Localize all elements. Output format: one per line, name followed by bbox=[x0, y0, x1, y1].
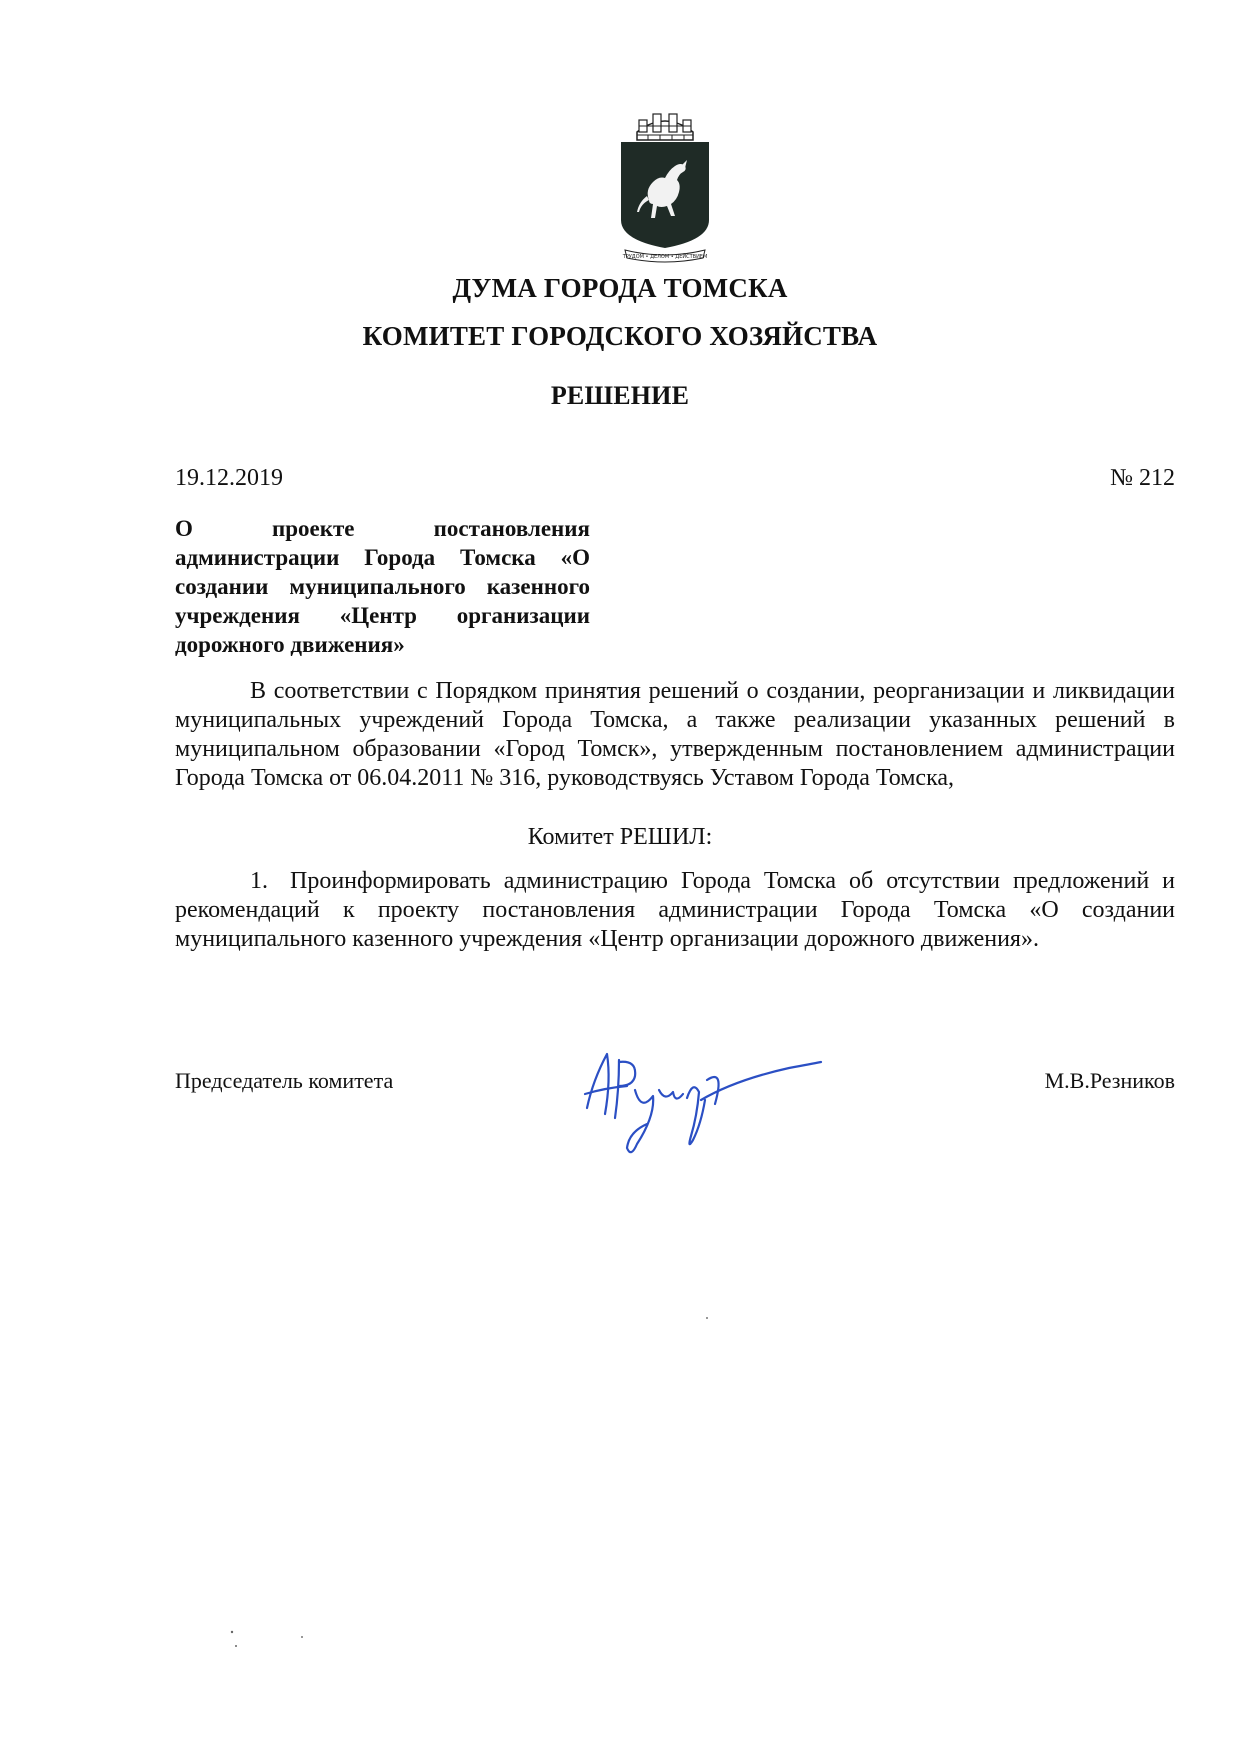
document-subject: О проекте постановления администрации Города Томска «О создании муниципального казенного учреждения «Центр организации дорожного движения» bbox=[175, 516, 590, 657]
svg-text:ТРУДОМ • ДЕЛОМ • ДЕЙСТВИЕМ: ТРУДОМ • ДЕЛОМ • ДЕЙСТВИЕМ bbox=[622, 254, 708, 260]
resolution-item-1 bbox=[175, 867, 1175, 954]
signer-position: Председатель комитета bbox=[175, 1068, 394, 1093]
committee-title: КОМИТЕТ ГОРОДСКОГО ХОЗЯЙСТВА bbox=[362, 321, 878, 351]
handwritten-signature bbox=[575, 1040, 845, 1175]
resolved-heading: Комитет РЕШИЛ: bbox=[527, 824, 713, 850]
organization-title: ДУМА ГОРОДА ТОМСКА bbox=[452, 273, 788, 303]
document-type-title: РЕШЕНИЕ bbox=[550, 381, 690, 410]
tomsk-coat-of-arms-icon bbox=[615, 108, 715, 264]
document-date: 19.12.2019 bbox=[175, 465, 283, 491]
item-number: 1. bbox=[250, 868, 268, 894]
crown-icon bbox=[637, 114, 693, 140]
item-text: Проинформировать администрацию Города Томска об отсутствии предложений и рекомендаций к проекту постановления администрации Города Томска «О создании муниципального казенного учреждения «Центр организации дорожного движения». bbox=[175, 868, 1175, 952]
signer-name: М.В.Резников bbox=[1044, 1068, 1175, 1093]
document-number: № 212 bbox=[1110, 465, 1175, 491]
preamble-paragraph: В соответствии с Порядком принятия решений о создании, реорганизации и ликвидации муниципальных учреждений Города Томска, а также реализации указанных решений в муниципальном образовании «Город Томск», утвержденным постановлением администрации Города Томска от 06.04.2011 № 316, руководствуясь Уставом Города Томска, bbox=[175, 678, 1175, 791]
